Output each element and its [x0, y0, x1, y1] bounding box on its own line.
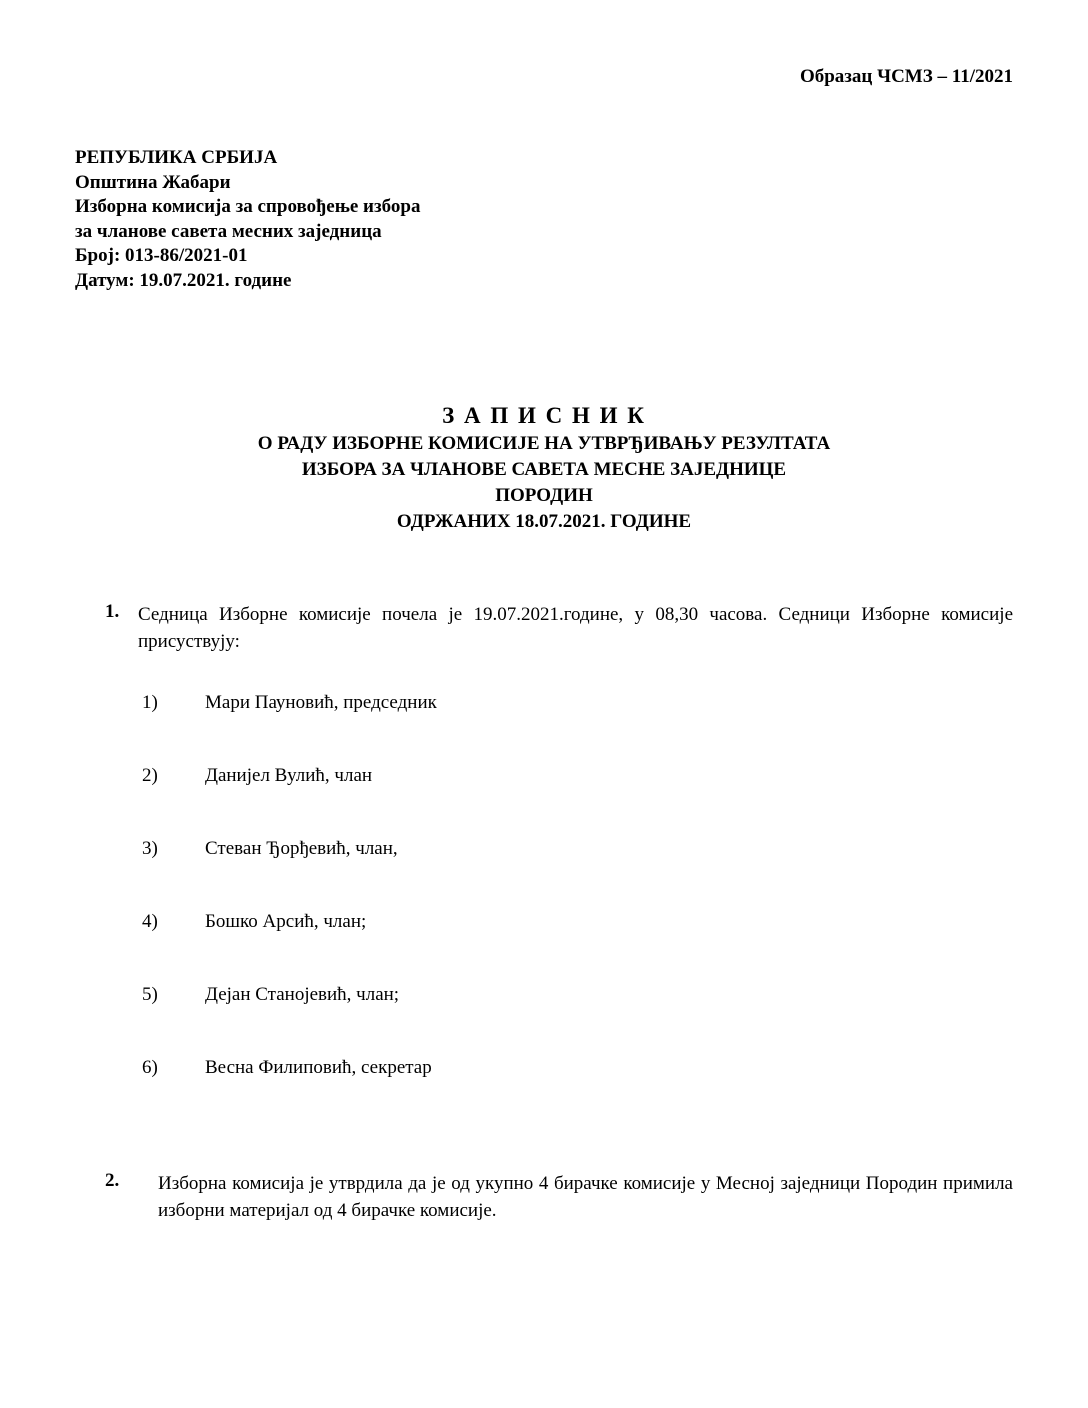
header-line-municipality: Општина Жабари: [75, 171, 231, 193]
document-subtitle-line-3: ПОРОДИН: [495, 485, 593, 506]
member-6-number: 6): [142, 1057, 158, 1078]
issuer-header: [75, 146, 420, 293]
document-subtitle-line-2: ИЗБОРА ЗА ЧЛАНОВЕ САВЕТА МЕСНЕ ЗАЈЕДНИЦЕ: [301, 459, 787, 480]
member-6-text: Весна Филиповић, секретар: [205, 1057, 432, 1078]
list-item: [142, 1056, 437, 1080]
list-item: [142, 910, 437, 934]
item-2-number: 2.: [105, 1170, 120, 1191]
item-1-number: 1.: [105, 601, 120, 622]
document-subtitle-line-4: ОДРЖАНИХ 18.07.2021. ГОДИНЕ: [396, 511, 692, 532]
list-item: [142, 837, 437, 861]
numbered-item-1: [105, 601, 1013, 655]
member-2-text: Данијел Вулић, члан: [205, 765, 373, 786]
member-5-number: 5): [142, 984, 158, 1005]
member-5-text: Дејан Станојевић, члан;: [205, 984, 400, 1005]
header-line-number: Број: 013-86/2021-01: [75, 245, 248, 266]
commission-members-list: [142, 691, 437, 1129]
document-title-block: [0, 401, 1088, 535]
header-line-date: Датум: 19.07.2021. године: [75, 269, 292, 291]
header-line-commission-2: за чланове савета месних заједница: [75, 220, 382, 242]
header-line-commission-1: Изборна комисија за спровођење избора: [75, 196, 421, 217]
form-reference: Образац ЧСМЗ – 11/2021: [799, 66, 1013, 87]
member-4-text: Бошко Арсић, члан;: [205, 911, 367, 932]
member-1-text: Мари Пауновић, председник: [205, 692, 437, 713]
item-2-text: Изборна комисија је утврдила да је од укупно 4 бирачке комисије у Месној заједници Породин примила изборни материјал од 4 бирачке комисије.: [158, 1173, 1013, 1221]
member-3-text: Стеван Ђорђевић, члан,: [205, 838, 398, 859]
list-item: [142, 983, 437, 1007]
member-2-number: 2): [142, 765, 158, 786]
member-4-number: 4): [142, 911, 158, 932]
item-1-text: Седница Изборне комисије почела је 19.07.2021.године, у 08,30 часова. Седници Изборне комисије присуствују:: [138, 604, 1013, 652]
numbered-item-2: [105, 1170, 1013, 1224]
document-subtitle-line-1: О РАДУ ИЗБОРНЕ КОМИСИЈЕ НА УТВРЂИВАЊУ РЕЗУЛТАТА: [257, 433, 831, 454]
member-3-number: 3): [142, 838, 158, 859]
member-1-number: 1): [142, 692, 158, 713]
document-title: З А П И С Н И К: [442, 403, 646, 428]
header-line-republic: РЕПУБЛИКА СРБИЈА: [75, 147, 278, 168]
list-item: [142, 764, 437, 788]
list-item: [142, 691, 437, 715]
